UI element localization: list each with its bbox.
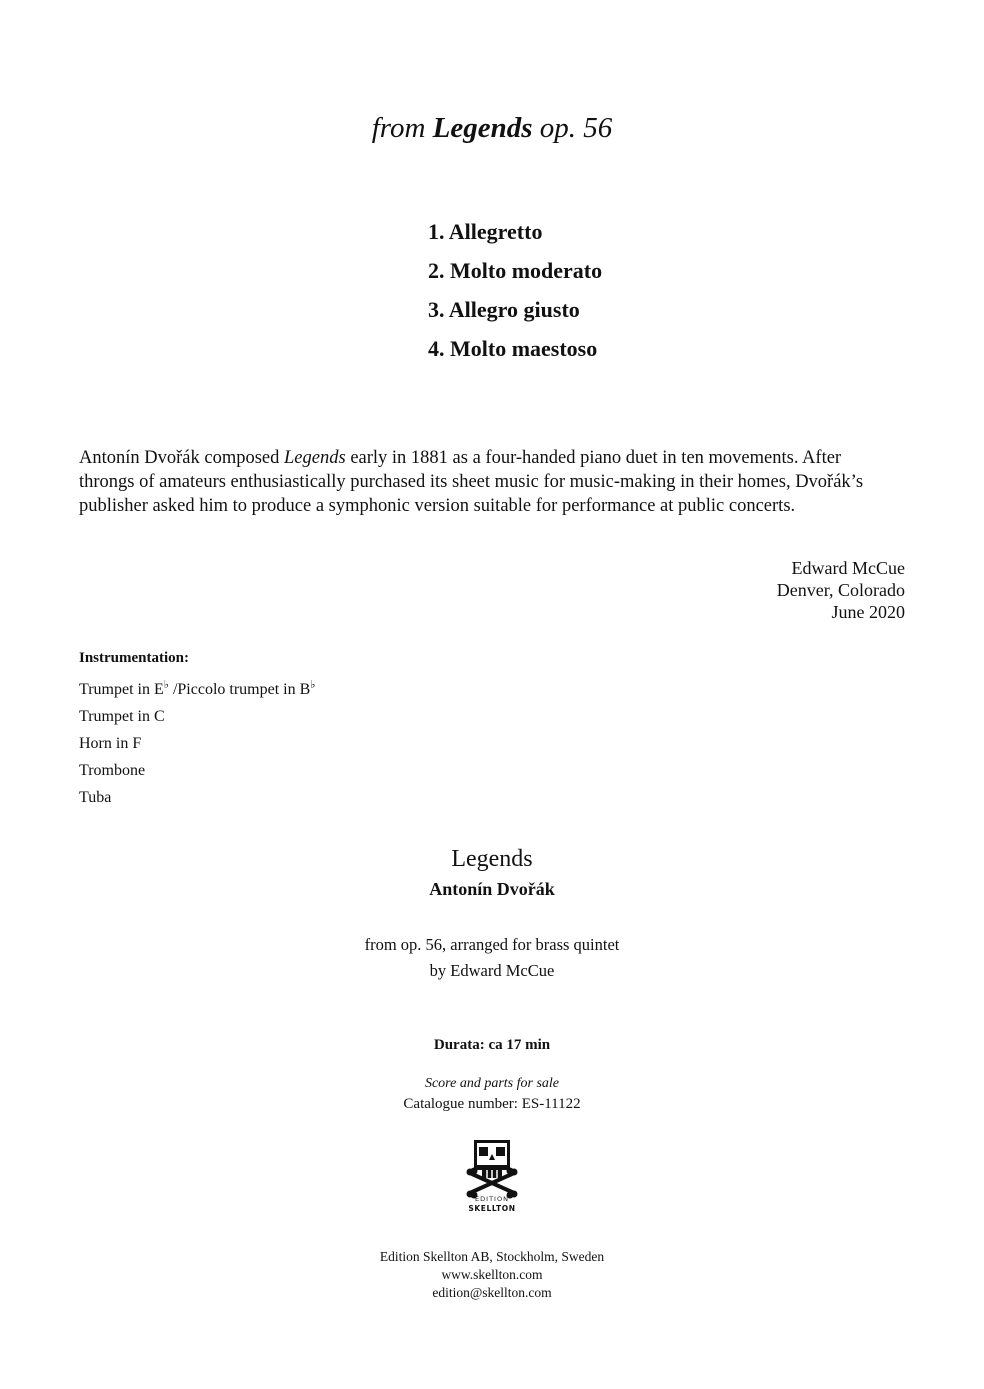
title-suffix: op. 56 [539,112,613,144]
instrument-text: Trumpet in E [79,681,164,698]
title-name: Legends [432,112,533,144]
flat-sign: ♭ [163,679,169,691]
publisher-address: Edition Skellton AB, Stockholm, Sweden [379,1249,605,1264]
publisher-email: edition@skellton.com [432,1285,552,1300]
arranger-line: by Edward McCue [429,961,555,980]
publisher-footer [0,1248,984,1302]
work-title: Legends [451,846,533,872]
intro-text-1: Antonín Dvořák composed [79,448,285,468]
instrumentation-list [79,676,315,811]
duration: Durata: ca 17 min [433,1037,551,1053]
movement-item: 4. Molto maestoso [428,336,598,361]
arrangement-line: from op. 56, arranged for brass quintet [364,935,620,954]
movement-list [428,212,602,368]
signature-name: Edward McCue [791,558,905,578]
instrument-item [79,676,315,703]
signature-place: Denver, Colorado [776,580,905,600]
signature-block [777,557,905,623]
instrument-item: Tuba [79,789,112,806]
intro-italic-title: Legends [284,448,346,468]
sale-note: Score and parts for sale [424,1076,560,1091]
instrument-text: /Piccolo trumpet in B [168,681,311,698]
composer-name: Antonín Dvořák [429,879,555,899]
instrumentation-heading: Instrumentation: [79,650,190,666]
intro-text-2: early in 1881 as a four-handed piano duet in ten movements. After throngs of amateurs enthusiastically purchased its sheet music for music-making in their homes, Dvořák’s publisher asked him to produce a symphonic version suitable for performance at public concerts. [79,448,864,516]
logo-edition-text: EDITION [475,1195,509,1203]
page-title [0,112,984,145]
logo-publisher-name: SKELLTON [468,1204,516,1213]
movement-item: 1. Allegretto [428,219,543,244]
arrangement-note [0,932,984,984]
title-prefix: from [371,112,426,144]
flat-sign: ♭ [310,679,316,691]
publisher-website: www.skellton.com [441,1267,543,1282]
movement-item: 2. Molto moderato [428,258,603,283]
movement-item: 3. Allegro giusto [428,297,580,322]
instrument-item: Horn in F [79,735,142,752]
intro-paragraph [79,446,899,518]
catalogue-number: Catalogue number: ES-11122 [403,1096,581,1112]
instrument-item: Trombone [79,762,146,779]
signature-date: June 2020 [831,602,905,622]
instrument-item: Trumpet in C [79,708,165,725]
